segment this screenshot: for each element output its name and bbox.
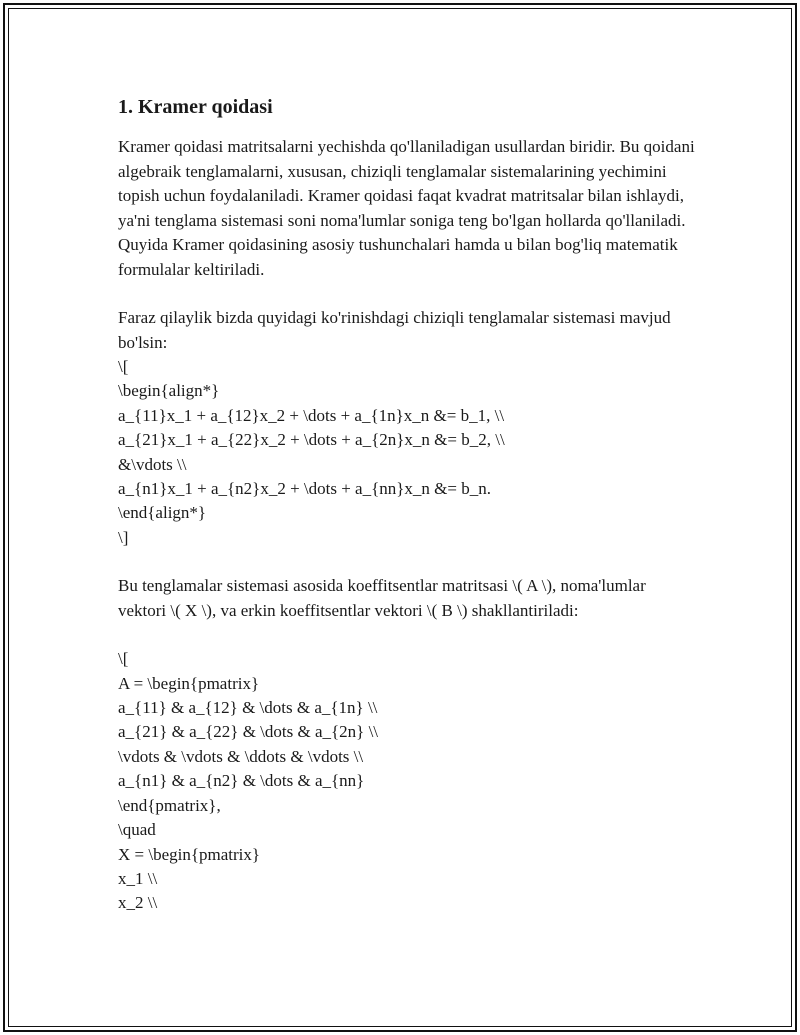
latex-line: a_{21}x_1 + a_{22}x_2 + \dots + a_{2n}x_n &= b_2, \\ [118,430,505,450]
latex-line: X = \begin{pmatrix} [118,844,261,864]
latex-line: a_{n1}x_1 + a_{n2}x_2 + \dots + a_{nn}x_n &= b_n. [118,479,491,499]
document-content [118,93,698,916]
system-intro-paragraph: Faraz qilaylik bizda quyidagi ko'rinishdagi chiziqli tenglamalar sistemasi mavjud bo'lsin: [118,308,671,352]
latex-line: \end{pmatrix}, [118,795,221,815]
latex-line: x_1 \\ [118,868,158,888]
latex-line: \vdots & \vdots & \ddots & \vdots \\ [118,746,364,766]
latex-line: \end{align*} [118,503,207,523]
latex-line: &\vdots \\ [118,454,187,474]
latex-line: a_{n1} & a_{n2} & \dots & a_{nn} [118,771,365,791]
latex-line: \] [118,527,129,547]
latex-line: A = \begin{pmatrix} [118,673,260,693]
equation-system-block [118,355,698,550]
latex-line: a_{21} & a_{22} & \dots & a_{2n} \\ [118,722,379,742]
latex-line: a_{11} & a_{12} & \dots & a_{1n} \\ [118,698,378,718]
latex-line: \quad [118,820,156,840]
matrix-definition-block [118,647,698,915]
latex-line: x_2 \\ [118,893,158,913]
matrix-intro-paragraph: Bu tenglamalar sistemasi asosida koeffitsentlar matritsasi \( A \), noma'lumlar vektori \( X \), va erkin koeffitsentlar vektori \( B \) shakllantiriladi: [118,576,646,620]
intro-paragraph: Kramer qoidasi matritsalarni yechishda qo'llaniladigan usullardan biridir. Bu qoidani algebraik tenglamalarni, xususan, chiziqli tenglamalar sistemalarining yechimini topish uchun foydalaniladi. Kramer qoidasi faqat kvadrat matritsalar bilan ishlaydi, ya'ni tenglama sistemasi soni noma'lumlar soniga teng bo'lgan hollarda qo'llaniladi. Quyida Kramer qoidasining asosiy tushunchalari hamda u bilan bog'liq matematik formulalar keltiriladi. [118,137,695,279]
latex-line: \begin{align*} [118,381,220,401]
latex-line: \[ [118,357,129,376]
section-heading: 1. Kramer qoidasi [118,96,273,118]
latex-line: a_{11}x_1 + a_{12}x_2 + \dots + a_{1n}x_n &= b_1, \\ [118,405,505,425]
latex-line: \[ [118,649,129,669]
